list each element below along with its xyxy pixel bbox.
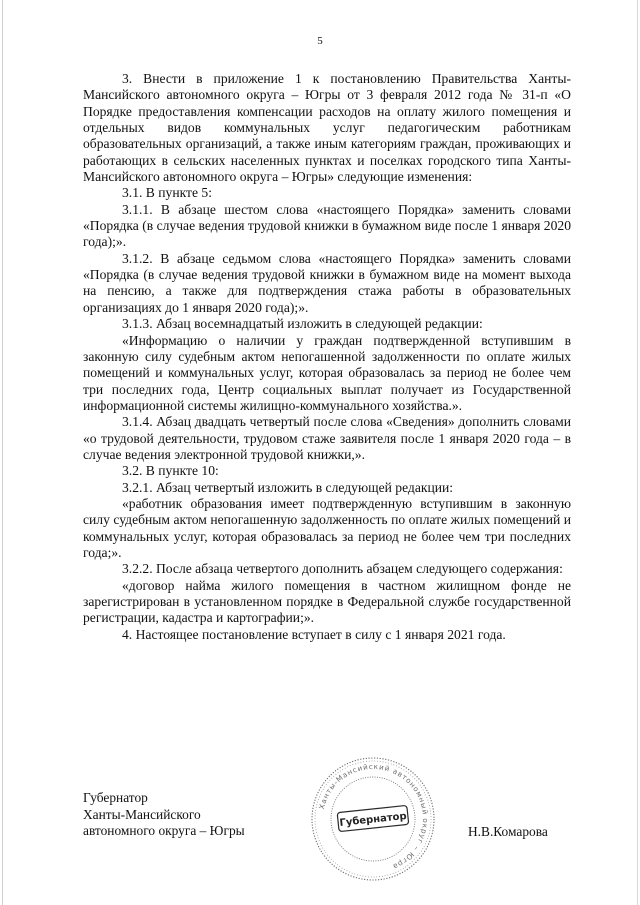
paragraph-3-1-4: 3.1.4. Абзац двадцать четвертый после слова «Сведения» дополнить словами «о трудовой деятельности, трудовом стаже заявителя после 1 января 2020 года – в случае ведения электронной трудовой книжки,». <box>83 414 571 462</box>
signature-title-line-2: Ханты-Мансийского <box>83 806 201 822</box>
paragraph-item-4: 4. Настоящее постановление вступает в силу с 1 января 2021 года. <box>122 626 506 642</box>
paragraph-3-2-1: 3.2.1. Абзац четвертый изложить в следующей редакции: <box>122 479 454 495</box>
signature-title-line-1: Губернатор <box>83 790 148 805</box>
paragraph-3-1-3: 3.1.3. Абзац восемнадцатый изложить в следующей редакции: <box>122 316 483 332</box>
signature-title-line-3: автономного округа – Югры <box>83 823 245 838</box>
paragraph-quote-information: «Информацию о наличии у граждан подтвержденной вступившим в законную силу судебным актом непогашенной задолженности по оплате жилых помещений и коммунальных услуг, которая образовалась за период не более чем три последних года, Центр социальных выплат получает из Государственной информационной системы жилищно-коммунального хозяйства.». <box>83 332 571 413</box>
paragraph-3-1: 3.1. В пункте 5: <box>122 185 212 201</box>
paragraph-3-1-1: 3.1.1. В абзаце шестом слова «настоящего Порядка» заменить словами «Порядка (в случае ведения трудовой книжки в бумажном виде после 1 января 2020 года);». <box>83 201 571 250</box>
paragraph-quote-contract: «договор найма жилого помещения в частном жилищном фонде не зарегистрирован в установленном порядке в Федеральной службе государственной регистрации, кадастра и картографии;». <box>83 577 571 626</box>
scan-edge-left <box>2 0 3 905</box>
seal-label: Губернатор <box>339 811 408 829</box>
svg-text:Ханты-Мансийский автономный ок: Ханты-Мансийский автономный округ – Югра <box>317 761 431 872</box>
signer-name: Н.В.Комарова <box>468 824 548 839</box>
signature-block <box>83 790 245 840</box>
paragraph-3-1-2: 3.1.2. В абзаце седьмом слова «настоящего Порядка» заменить словами «Порядка (в случае ведения трудовой книжки в бумажном виде на момент выхода на пенсию, а также для подтверждения стажа работы в образовательных организациях до 1 января 2020 года);». <box>83 250 571 315</box>
paragraph-quote-worker: «работник образования имеет подтвержденную вступившим в законную силу судебным актом непогашенную задолженность по оплате жилых помещений и коммунальных услуг, которая образовалась за период не более чем три последних года;». <box>83 495 571 560</box>
paragraph-item-3: 3. Внести в приложение 1 к постановлению Правительства Ханты-Мансийского автономного округа – Югры от 3 февраля 2012 года № 31-п «О Порядке предоставления компенсации расходов на оплату жилого помещения и отдельных видов коммунальных услуг педагогическим работникам образовательных организаций, а также иным категориям граждан, проживающих и работающих в сельских населенных пунктах и поселках городского типа Ханты-Мансийского автономного округа – Югры» следующие изменения: <box>83 71 571 185</box>
document-body <box>83 71 571 643</box>
official-seal-stamp <box>308 754 438 884</box>
page-number: 5 <box>317 35 323 47</box>
scan-edge-right <box>637 0 638 905</box>
paragraph-3-2-2: 3.2.2. После абзаца четвертого дополнить абзацем следующего содержания: <box>122 561 563 577</box>
paragraph-3-2: 3.2. В пункте 10: <box>122 463 219 479</box>
